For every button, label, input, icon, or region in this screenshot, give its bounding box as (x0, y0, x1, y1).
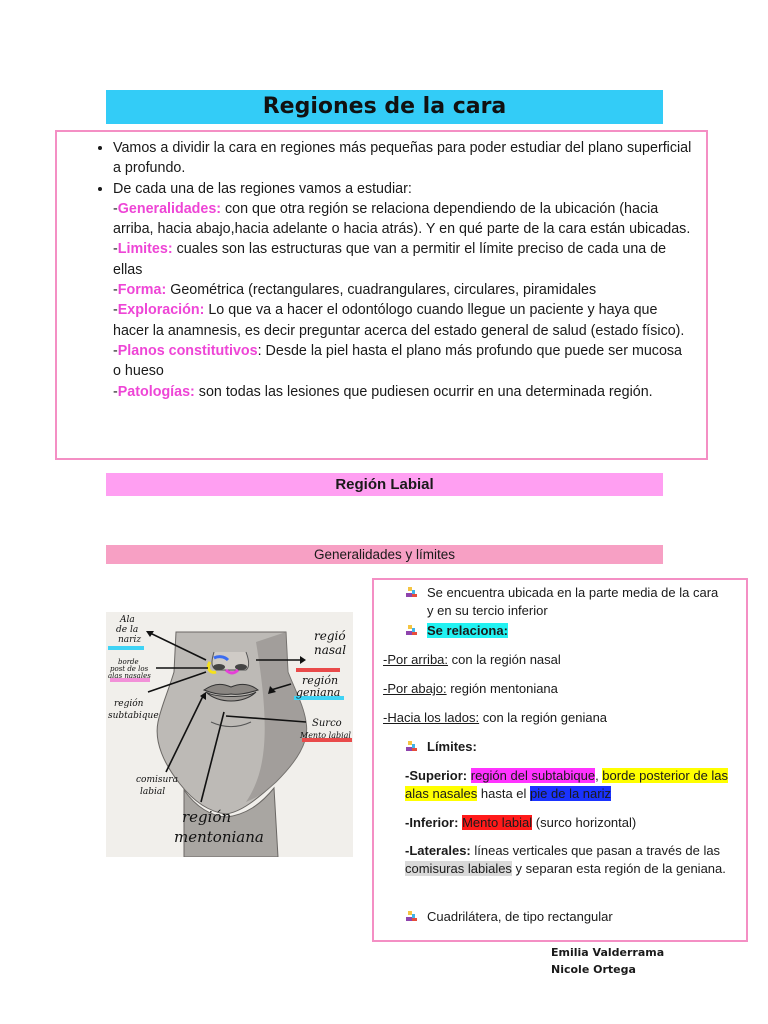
title-banner (106, 90, 663, 124)
label-subtabique-2: subtabique (108, 711, 159, 721)
superior-highlight-borde: borde posterior de las alas nasales (405, 768, 729, 801)
keyword: Patologías: (117, 383, 195, 400)
laterales-text-2: y separan esta región de la geniana. (511, 861, 726, 876)
forma-item (406, 908, 738, 926)
abajo-label: -Por abajo: (383, 681, 447, 696)
label-geniana-1: región (302, 674, 339, 687)
arrowhead (300, 656, 306, 664)
label-comisura-2: labial (140, 787, 166, 797)
label-nasal-1: regió (314, 629, 346, 643)
intro-item-planos (113, 341, 692, 382)
subsection-banner (106, 545, 663, 564)
intro-item-generalidades (113, 199, 692, 240)
label-surco-1: Surco (312, 718, 342, 729)
label-borde-2: post de los (110, 665, 149, 673)
label-borde-3: alas nasales (108, 672, 151, 680)
item-text: con que otra región se relaciona dependiendo de la ubicación (hacia arriba, hacia abajo,hacia adelante o hacia atrás). Y en qué parte de la cara están ubicadas. (113, 200, 691, 238)
label-mentoniana-2: mentoniana (174, 828, 264, 846)
lados-text: con la región geniana (479, 710, 608, 725)
inferior-text: (surco horizontal) (532, 815, 637, 830)
author-1: Emilia Valderrama (551, 946, 665, 959)
item-prefix: - (113, 342, 118, 359)
intro-item-limites (113, 239, 692, 280)
item-text: Geométrica (rectangulares, cuadrangulares, circulares, piramidales (166, 282, 597, 299)
authors (551, 944, 664, 978)
author-2: Nicole Ortega (551, 963, 636, 976)
section-title: Región Labial (335, 476, 434, 493)
label-nasal-2: nasal (314, 643, 347, 657)
label-ala-3: nariz (118, 635, 142, 645)
item-text: : Desde la piel hasta el plano más profundo que puede ser mucosa o hueso (113, 342, 683, 380)
superior-sep: , (595, 768, 603, 783)
lados-line (383, 709, 738, 727)
colored-bullet-icon (406, 909, 417, 920)
superior-line (405, 767, 738, 803)
subsection-title: Generalidades y límites (313, 547, 456, 562)
keyword: Generalidades: (117, 200, 222, 217)
label-underline-red (296, 668, 340, 672)
intro-item-forma (113, 280, 692, 300)
relaciona-item (406, 622, 738, 640)
colored-bullet-icon (406, 739, 417, 750)
intro-item-exploracion (113, 300, 692, 341)
intro-bullet-2 (113, 179, 692, 402)
label-borde-1: borde (118, 658, 139, 666)
item-prefix: - (113, 302, 118, 319)
abajo-line (383, 680, 738, 698)
ubicada-text: Se encuentra ubicada en la parte media de la cara y en su tercio inferior (427, 585, 719, 618)
info-box (372, 578, 748, 942)
ubicada-item (406, 584, 738, 620)
item-prefix: - (113, 383, 118, 400)
relaciona-heading: Se relaciona: (427, 623, 508, 638)
superior-highlight-subtabique: región del subtabique (470, 768, 596, 783)
abajo-text: región mentoniana (446, 681, 558, 696)
intro-bullet-2-text: De cada una de las regiones vamos a estudiar: (113, 180, 412, 197)
intro-box (55, 130, 708, 460)
nostril-left (213, 664, 225, 670)
limites-item (406, 738, 738, 756)
intro-item-patologias (113, 382, 692, 402)
arriba-text: con la región nasal (448, 652, 561, 667)
superior-mid: hasta el (477, 786, 531, 801)
inferior-line (405, 814, 738, 832)
laterales-label: -Laterales: (405, 843, 471, 858)
label-underline-cyan (108, 646, 144, 650)
inferior-label: -Inferior: (405, 815, 463, 830)
label-geniana-2: geniana (296, 686, 341, 699)
item-text: son todas las lesiones que pudiesen ocurrir en una determinada región. (194, 383, 653, 400)
laterales-text-1: líneas verticales que pasan a través de las (470, 843, 721, 858)
colored-bullet-icon (406, 585, 417, 596)
limites-heading: Límites: (427, 739, 477, 754)
inferior-highlight: Mento labial (462, 815, 533, 830)
label-mentoniana-1: región (182, 808, 232, 826)
keyword: Planos constitutivos (117, 342, 258, 359)
keyword: Exploración: (117, 302, 205, 319)
keyword: Limites: (117, 241, 173, 258)
face-drawing (106, 612, 353, 857)
item-prefix: - (113, 241, 118, 258)
laterales-line (405, 842, 738, 878)
item-prefix: - (113, 282, 118, 299)
keyword: Forma: (117, 282, 167, 299)
section-banner (106, 473, 663, 496)
laterales-highlight: comisuras labiales (405, 861, 512, 876)
lados-label: -Hacia los lados: (383, 710, 480, 725)
face-illustration (106, 612, 353, 857)
colored-bullet-icon (406, 623, 417, 634)
intro-bullet-1: • Vamos a dividir la cara en regiones más pequeñas para poder estudiar del plano superficial a profundo. (113, 138, 692, 179)
item-prefix: - (113, 200, 118, 217)
item-text: Lo que va a hacer el odontólogo cuando llegue un paciente y haya que hacer la anamnesis, es decir preguntar acerca del estado general de salud (estado físico). (113, 302, 685, 339)
forma-text: Cuadrilátera, de tipo rectangular (427, 909, 613, 924)
label-comisura-1: comisura (136, 775, 178, 785)
arriba-label: -Por arriba: (383, 652, 449, 667)
label-subtabique-1: región (114, 699, 144, 709)
arriba-line (383, 651, 738, 669)
superior-label: -Superior: (405, 768, 471, 783)
label-ala-2: de la (116, 625, 139, 635)
label-surco-2: Mento labial (300, 731, 351, 740)
intro-list (89, 138, 692, 402)
superior-highlight-pie: pie de la nariz (530, 786, 611, 801)
page-title: Regiones de la cara (262, 94, 507, 119)
item-text: cuales son las estructuras que van a permitir el límite preciso de cada una de ellas (113, 241, 667, 278)
label-ala-1: Ala (120, 615, 135, 625)
